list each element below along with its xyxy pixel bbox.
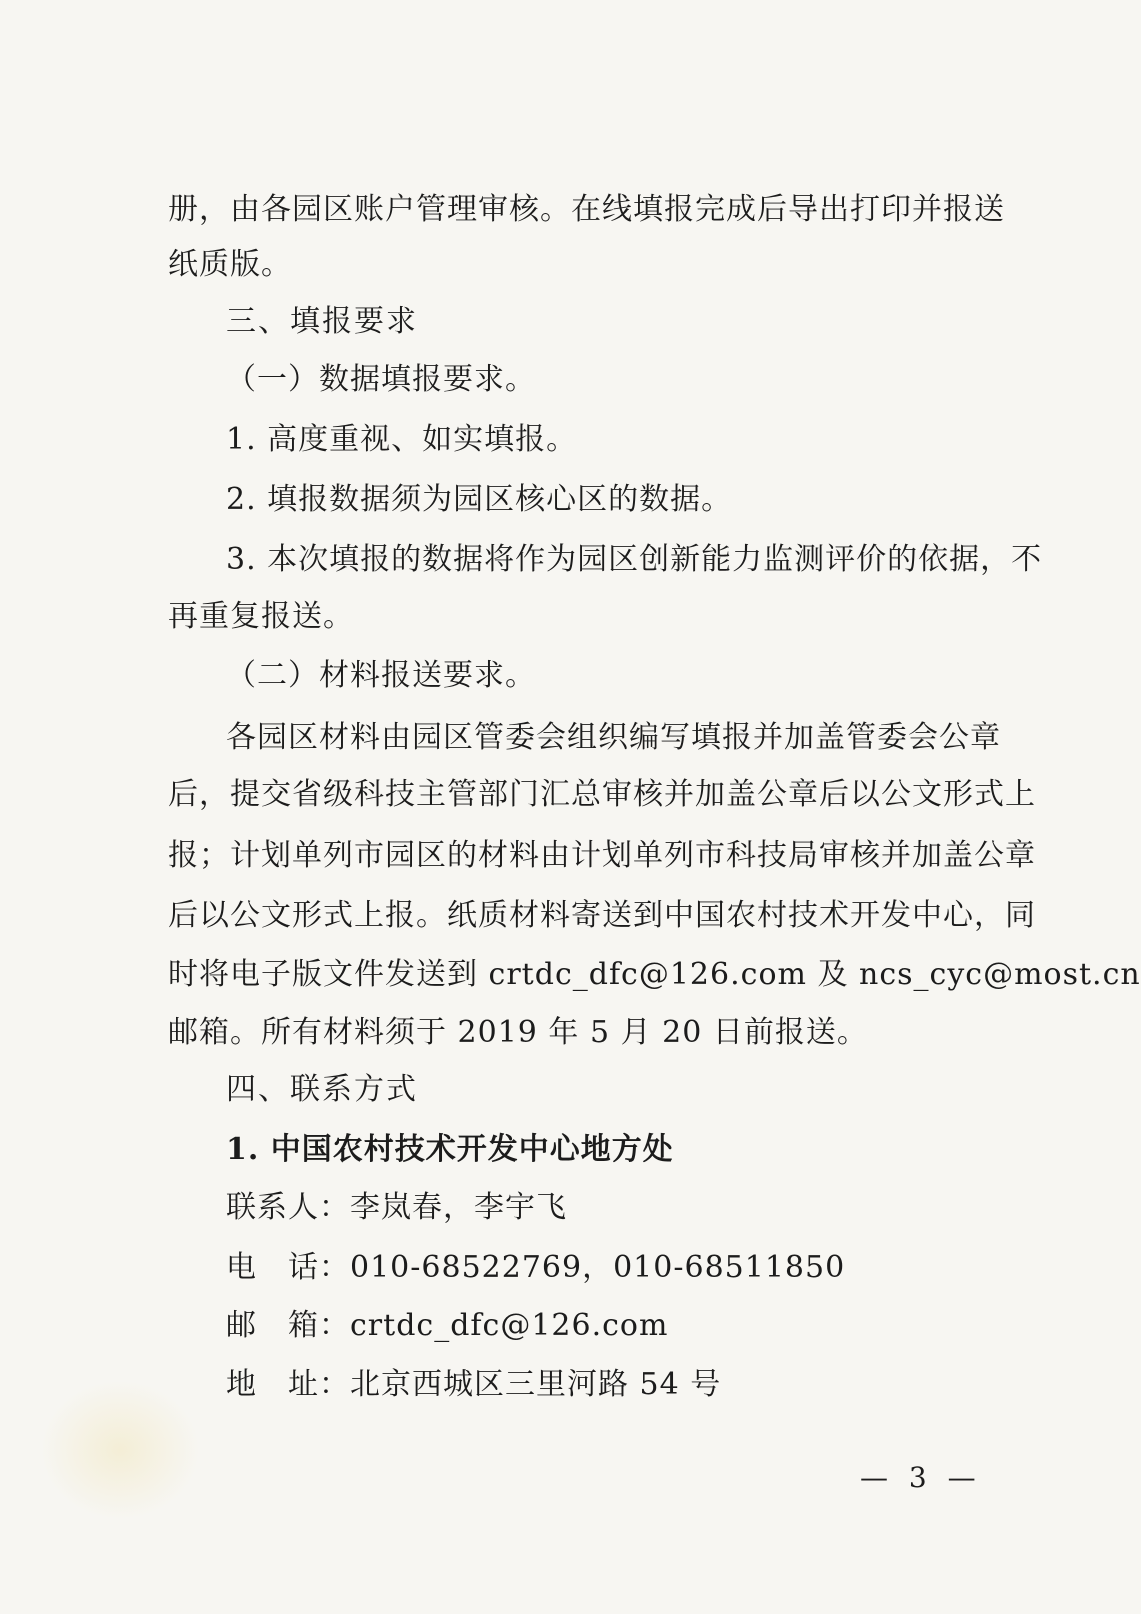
- paragraph-line: 各园区材料由园区管委会组织编写填报并加盖管委会公章: [226, 720, 1001, 755]
- section-heading-contact: 四、联系方式: [226, 1072, 418, 1107]
- phone-label: 电 话：: [226, 1250, 350, 1285]
- list-item-continuation: 再重复报送。: [168, 599, 354, 634]
- paragraph-line: 后，提交省级科技主管部门汇总审核并加盖公章后以公文形式上: [168, 777, 1036, 812]
- phone-value: 010-68522769，010-68511850: [350, 1250, 846, 1285]
- contact-phone: [226, 1248, 998, 1288]
- email-value: crtdc_dfc@126.com: [350, 1308, 669, 1343]
- address-value: 北京西城区三里河路 54 号: [350, 1367, 722, 1402]
- paragraph-line: 时将电子版文件发送到 crtdc_dfc@126.com 及 ncs_cyc@most.cn: [168, 957, 1141, 992]
- paragraph-line: 报；计划单列市园区的材料由计划单列市科技局审核并加盖公章: [168, 838, 1036, 873]
- section-heading-requirements: 三、填报要求: [226, 304, 418, 339]
- paper-smudge: [40, 1380, 200, 1520]
- list-item: 1. 高度重视、如实填报。: [226, 422, 578, 457]
- address-label: 地 址：: [226, 1367, 350, 1402]
- subsection-heading-materials: （二）材料报送要求。: [226, 658, 536, 693]
- page-number: — 3 —: [860, 1461, 982, 1494]
- paragraph-line: 纸质版。: [168, 247, 292, 282]
- list-item: 3. 本次填报的数据将作为园区创新能力监测评价的依据，不: [226, 542, 1043, 577]
- paragraph-line: 后以公文形式上报。纸质材料寄送到中国农村技术开发中心，同: [168, 898, 1036, 933]
- contact-email: [226, 1306, 998, 1346]
- email-label: 邮 箱：: [226, 1308, 350, 1343]
- paragraph-line: 邮箱。所有材料须于 2019 年 5 月 20 日前报送。: [168, 1015, 868, 1050]
- subsection-heading-data: （一）数据填报要求。: [226, 362, 536, 397]
- contact-address: [226, 1365, 998, 1405]
- list-item: 2. 填报数据须为园区核心区的数据。: [226, 482, 733, 517]
- contact-org-heading: 1. 中国农村技术开发中心地方处: [226, 1132, 674, 1167]
- contact-person: 联系人：李岚春，李宇飞: [226, 1190, 567, 1225]
- paragraph-line: 册，由各园区账户管理审核。在线填报完成后导出打印并报送: [168, 192, 1005, 227]
